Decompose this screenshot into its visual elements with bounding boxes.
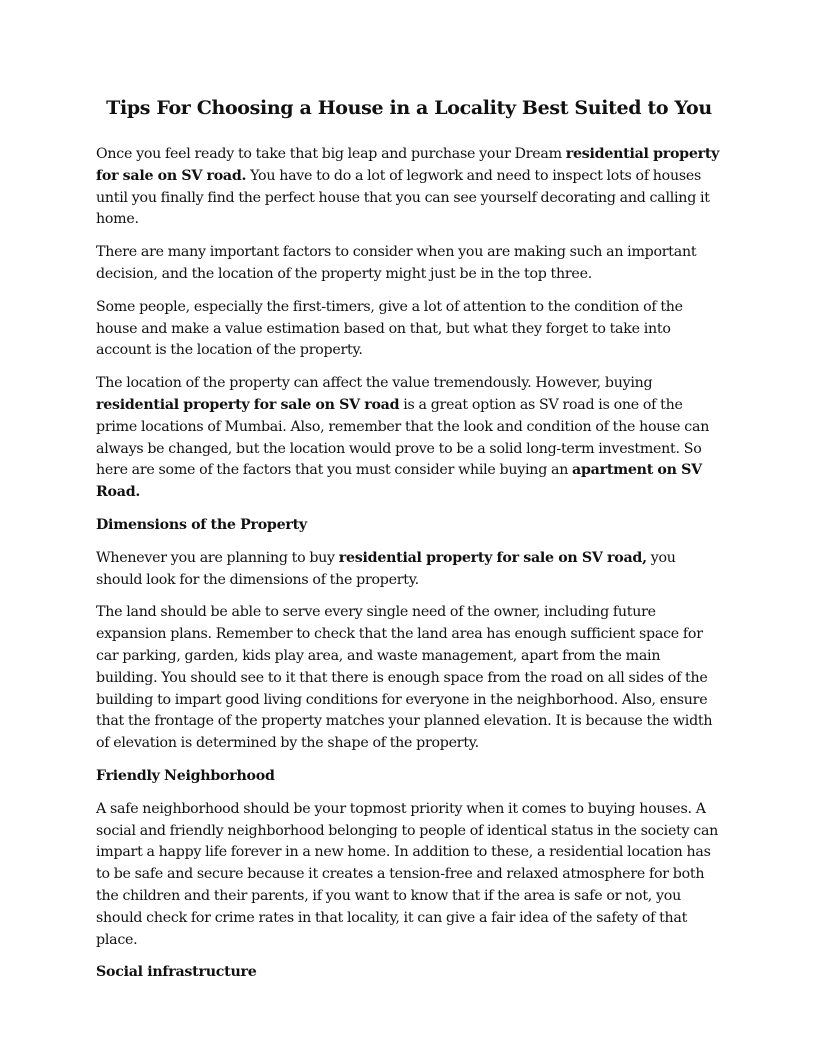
bold-keyword: residential property for sale on SV road. (96, 146, 720, 184)
bold-keyword: residential property for sale on SV road (96, 396, 400, 413)
paragraph-factors: There are many important factors to consider when you are making such an important decision, and the location of the property might just be in the top three. (96, 244, 697, 282)
paragraph-neighborhood: A safe neighborhood should be your topmost priority when it comes to buying houses. A social and friendly neighborhood belonging to people of identical status in the society can impart a happy life forever in a new home. In addition to these, a residential location has to be safe and secure because it creates a tension-free and relaxed atmosphere for both the children and their parents, if you want to know that if the area is safe or not, you should check for crime rates in that locality, it can give a fair idea of the safety of that place. (96, 800, 719, 948)
paragraph-intro (96, 144, 722, 231)
bold-keyword: residential property for sale on SV road, (338, 549, 647, 566)
paragraph-land: The land should be able to serve every single need of the owner, including future expansion plans. Remember to check that the land area has enough sufficient space for car parking, garden, kids play area, and waste management, apart from the main building. You should see to it that there is enough space from the road on all sides of the building to impart good living conditions for everyone in the neighborhood. Also, ensure that the frontage of the property matches your planned elevation. It is because the width of elevation is determined by the shape of the property. (96, 604, 713, 752)
section-heading-dimensions: Dimensions of the Property (96, 516, 307, 533)
paragraph-dimensions-intro (96, 548, 722, 592)
paragraph-first-timers: Some people, especially the first-timers, give a lot of attention to the condition of the house and make a value estimation based on that, but what they forget to take into account is the location of the property. (96, 298, 683, 359)
document-page (96, 94, 722, 995)
bold-keyword: apartment on SV Road. (96, 462, 702, 501)
paragraph-text: you should look for the dimensions of the property. (96, 549, 676, 588)
paragraph-location (96, 373, 722, 504)
paragraph-text: is a great option as SV road is one of the prime locations of Mumbai. Also, remember that the look and condition of the house can always be changed, but the location would prove to be a solid long-term investment. So here are some of the factors that you must consider while buying an (96, 396, 710, 479)
section-heading-social-infrastructure: Social infrastructure (96, 964, 257, 981)
paragraph-text: Whenever you are planning to buy (96, 549, 339, 566)
paragraph-text: Once you feel ready to take that big leap and purchase your Dream (96, 146, 566, 162)
paragraph-text: You have to do a lot of legwork and need to inspect lots of houses until you finally find the perfect house that you can see yourself decorating and calling it home. (96, 167, 710, 228)
section-heading-neighborhood: Friendly Neighborhood (96, 767, 275, 784)
document-title: Tips For Choosing a House in a Locality Best Suited to You (106, 97, 712, 119)
paragraph-text: The location of the property can affect the value tremendously. However, buying (96, 375, 653, 392)
